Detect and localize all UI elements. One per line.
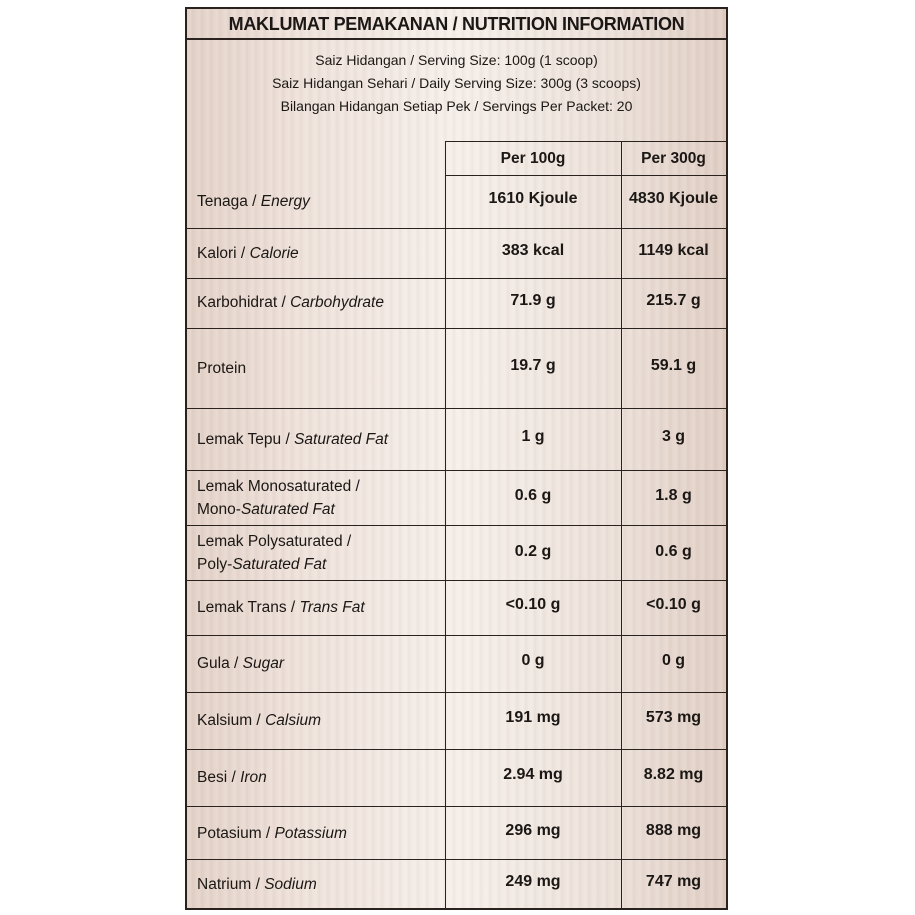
column-divider xyxy=(445,141,446,908)
column-divider xyxy=(621,141,622,908)
value-per-100g: 0 g xyxy=(521,652,545,669)
value-per-300g: 888 mg xyxy=(645,822,702,839)
nutrient-label: Potasium / Potassium xyxy=(197,825,347,842)
table-row xyxy=(187,693,726,750)
value-per-100g: 0.2 g xyxy=(514,543,552,560)
nutrient-label: Lemak Tepu / Saturated Fat xyxy=(197,431,389,448)
table-row xyxy=(187,636,726,693)
table-row xyxy=(187,860,726,908)
value-per-100g: <0.10 g xyxy=(505,596,561,613)
value-per-300g: 8.82 mg xyxy=(643,766,704,783)
table-row xyxy=(187,329,726,409)
value-per-300g: <0.10 g xyxy=(646,596,701,613)
value-per-300g: 1149 kcal xyxy=(638,242,709,259)
serving-info xyxy=(187,49,726,118)
table-row xyxy=(187,279,726,329)
table-row xyxy=(187,229,726,279)
table-row xyxy=(187,526,726,581)
value-per-100g: 19.7 g xyxy=(510,357,556,374)
nutrient-label: Kalsium / Calsium xyxy=(197,712,322,729)
column-header-row xyxy=(445,141,726,176)
column-header-per-300g: Per 300g xyxy=(641,150,706,167)
nutrition-panel xyxy=(185,7,728,910)
value-per-300g: 747 mg xyxy=(645,873,702,890)
nutrient-label: Karbohidrat / Carbohydrate xyxy=(197,294,384,311)
nutrient-label: Natrium / Sodium xyxy=(197,876,317,893)
value-per-300g: 0 g xyxy=(661,652,686,669)
nutrient-label: Besi / Iron xyxy=(197,769,267,786)
daily-serving-size: Saiz Hidangan Sehari / Daily Serving Size: 300g (3 scoops) xyxy=(272,75,641,91)
value-per-300g: 4830 Kjoule xyxy=(629,190,718,207)
value-per-300g: 1.8 g xyxy=(655,487,692,504)
nutrient-label: Gula / Sugar xyxy=(197,655,285,672)
nutrient-label: Kalori / Calorie xyxy=(197,245,299,262)
value-per-100g: 191 mg xyxy=(505,709,561,726)
value-per-100g: 296 mg xyxy=(505,822,561,839)
table-row xyxy=(187,581,726,636)
serving-size: Saiz Hidangan / Serving Size: 100g (1 scoop) xyxy=(315,52,598,68)
value-per-100g: 71.9 g xyxy=(510,292,556,309)
value-per-100g: 0.6 g xyxy=(514,487,552,504)
nutrient-label: Lemak Trans / Trans Fat xyxy=(197,599,365,616)
value-per-100g: 2.94 mg xyxy=(503,766,563,783)
value-per-300g: 0.6 g xyxy=(655,543,692,560)
nutrient-label: Lemak Monosaturated / Mono-Saturated Fat xyxy=(197,478,360,518)
table-row xyxy=(187,750,726,807)
servings-per-packet: Bilangan Hidangan Setiap Pek / Servings Per Packet: 20 xyxy=(280,98,633,114)
nutrient-label: Tenaga / Energy xyxy=(197,193,310,210)
value-per-300g: 573 mg xyxy=(645,709,702,726)
value-per-100g: 383 kcal xyxy=(501,242,565,259)
value-per-100g: 1 g xyxy=(521,428,545,445)
column-header-per-100g: Per 100g xyxy=(500,150,566,167)
panel-title: MAKLUMAT PEMAKANAN / NUTRITION INFORMATION xyxy=(187,9,726,40)
nutrient-label: Lemak Polysaturated / Poly-Saturated Fat xyxy=(197,533,352,573)
table-row xyxy=(187,409,726,471)
value-per-300g: 3 g xyxy=(661,428,686,445)
value-per-100g: 1610 Kjoule xyxy=(488,190,578,207)
nutrient-label: Protein xyxy=(197,360,247,377)
table-row xyxy=(187,176,726,229)
value-per-300g: 215.7 g xyxy=(646,292,701,309)
table-row xyxy=(187,471,726,526)
value-per-100g: 249 mg xyxy=(505,873,561,890)
table-row xyxy=(187,807,726,860)
value-per-300g: 59.1 g xyxy=(650,357,697,374)
